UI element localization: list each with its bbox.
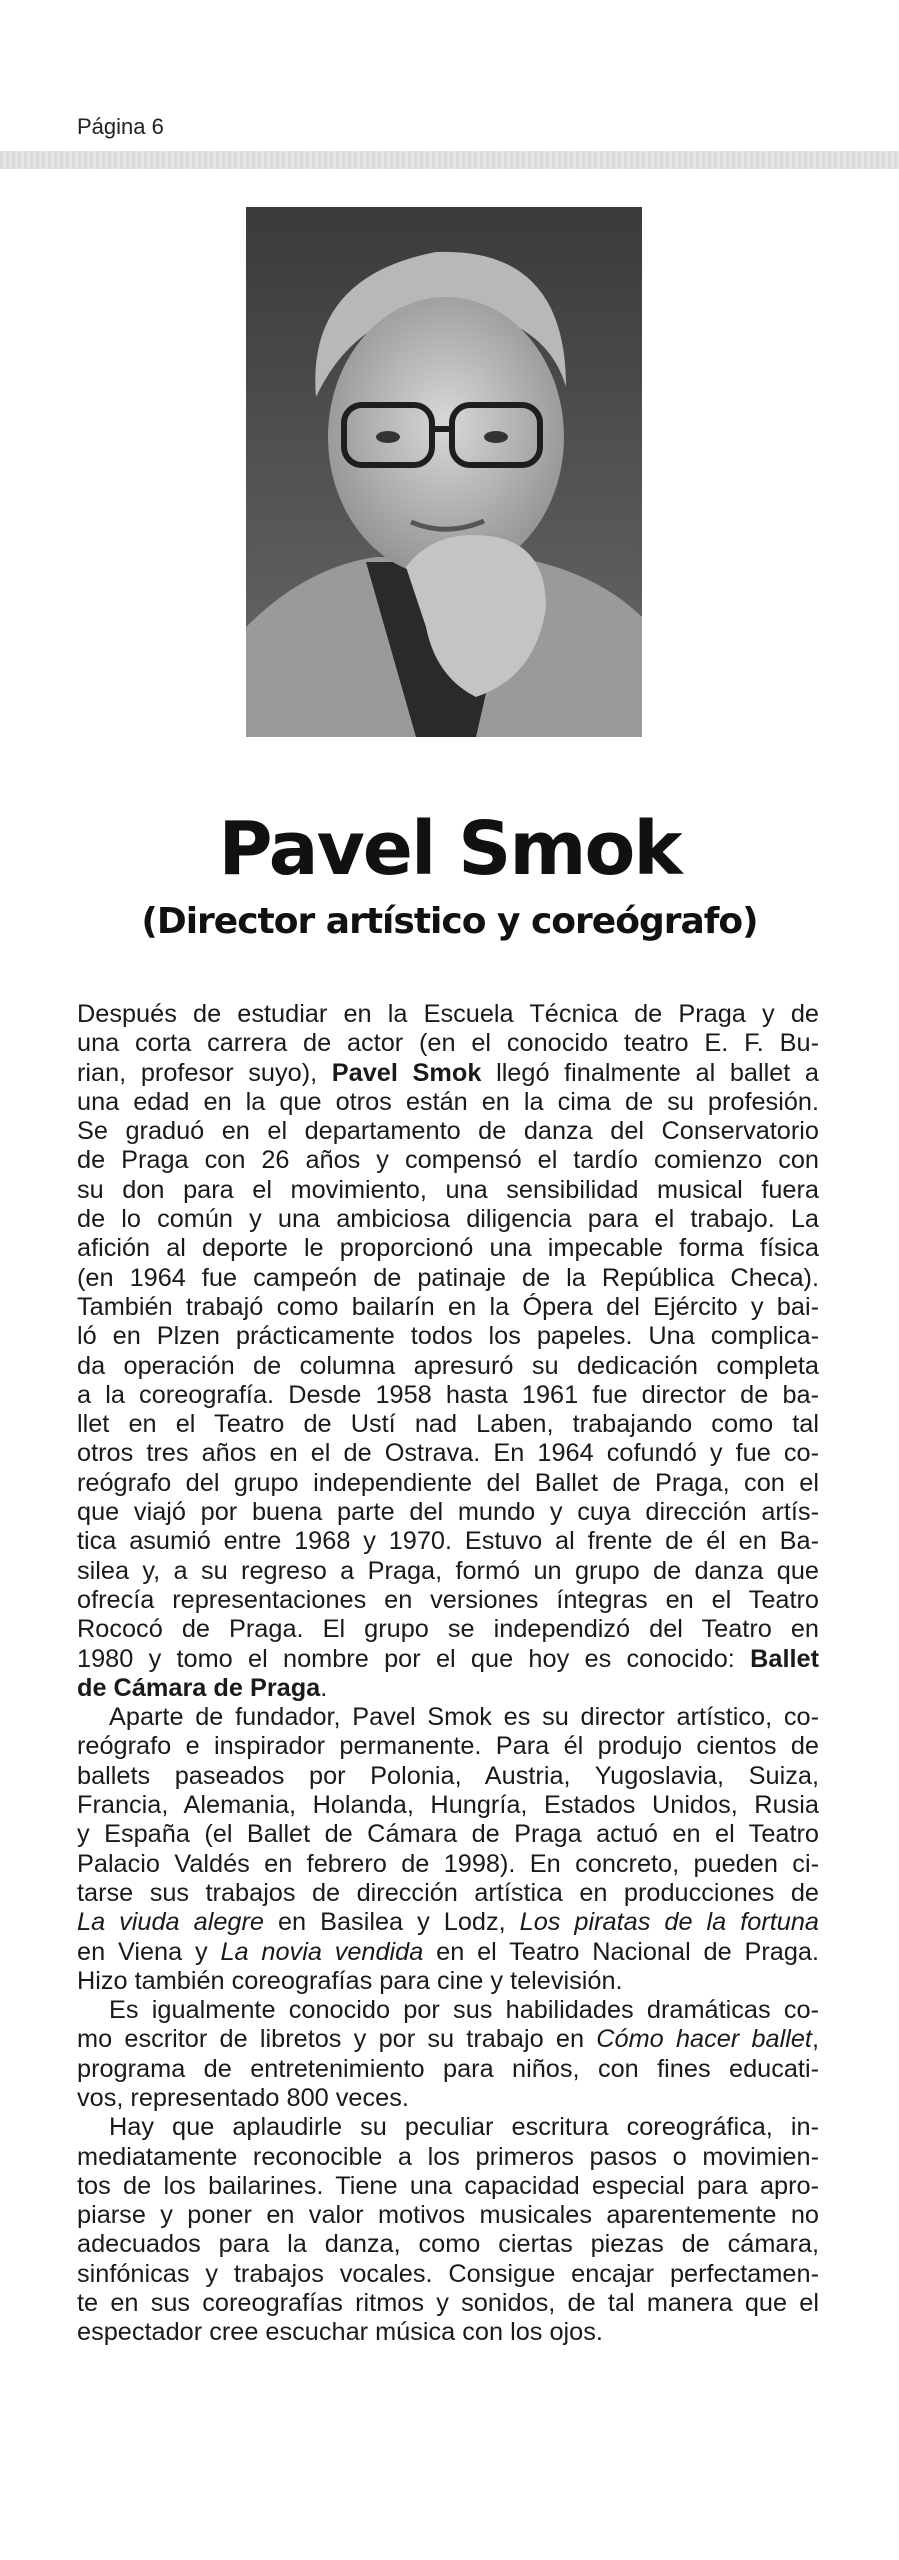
article-line: afición al deporte le proporcionó una impecable forma física [77,1234,819,1263]
article-line: Hizo también coreografías para cine y televisión. [77,1966,623,1995]
article-paragraph [77,1996,819,2113]
article-line: tarse sus trabajos de dirección artística en producciones de [77,1878,819,1907]
article-line: sinfónicas y trabajos vocales. Consigue encajar perfectamen- [77,2259,819,2288]
article-line: vos, representado 800 veces. [77,2083,409,2112]
article-line: otros tres años en el de Ostrava. En 1964 cofundó y fue co- [77,1439,819,1468]
article-line: de Cámara de Praga. [77,1673,328,1702]
article-line: una edad en la que otros están en la cima de su profesión. [77,1087,819,1116]
article-line: 1980 y tomo el nombre por el que hoy es conocido: Ballet [77,1644,819,1673]
article-line: También trabajó como bailarín en la Ópera del Ejército y bai- [77,1292,819,1321]
article-line: reógrafo del grupo independiente del Ballet de Praga, con el [77,1468,819,1497]
article-line: Rococó de Praga. El grupo se independizó del Teatro en [77,1615,819,1644]
article-line: da operación de columna apresuró su dedicación completa [77,1351,819,1380]
person-role: (Director artístico y coreógrafo) [141,901,758,942]
article-line: que viajó por buena parte del mundo y cuya dirección artís- [77,1498,819,1527]
article-line: de lo común y una ambiciosa diligencia para el trabajo. La [77,1205,819,1234]
article-line: reógrafo e inspirador permanente. Para él produjo cientos de [77,1732,819,1761]
article-line: de Praga con 26 años y compensó el tardío comienzo con [77,1146,819,1175]
article-line: su don para el movimiento, una sensibilidad musical fuera [77,1175,819,1204]
article-line: te en sus coreografías ritmos y sonidos, de tal manera que el [77,2289,819,2318]
page-number: Página 6 [77,114,164,139]
article-line: ofrecía representaciones en versiones íntegras en el Teatro [77,1585,819,1614]
portrait-photo [246,207,642,737]
article-line: y España (el Ballet de Cámara de Praga actuó en el Teatro [77,1820,819,1849]
article-body [77,1000,819,2348]
article-line: silea y, a su regreso a Praga, formó un grupo de danza que [77,1556,819,1585]
article-line: tica asumió entre 1968 y 1970. Estuvo al frente de él en Ba- [77,1527,819,1556]
article-line: ballets paseados por Polonia, Austria, Yugoslavia, Suiza, [77,1761,819,1790]
article-line: Francia, Alemania, Holanda, Hungría, Estados Unidos, Rusia [77,1791,819,1820]
article-line: La viuda alegre en Basilea y Lodz, Los piratas de la fortuna [77,1908,819,1937]
article-line: ló en Plzen prácticamente todos los papeles. Una complica- [77,1322,819,1351]
article-line: Hay que aplaudirle su peculiar escritura coreográfica, in- [109,2113,819,2142]
article-line: rian, profesor suyo), Pavel Smok llegó finalmente al ballet a [77,1058,819,1087]
article-line: Es igualmente conocido por sus habilidades dramáticas co- [109,1996,819,2025]
article-line: (en 1964 fue campeón de patinaje de la República Checa). [77,1263,819,1292]
article-line: espectador cree escuchar música con los ojos. [77,2318,603,2347]
article-line: piarse y poner en valor motivos musicales aparentemente no [77,2201,819,2230]
article-line: Se graduó en el departamento de danza del Conservatorio [77,1117,819,1146]
article-paragraph [77,2113,819,2347]
article-line: a la coreografía. Desde 1958 hasta 1961 fue director de ba- [77,1380,819,1409]
article-line: en Viena y La novia vendida en el Teatro Nacional de Praga. [77,1937,819,1966]
article-line: una corta carrera de actor (en el conocido teatro E. F. Bu- [77,1029,819,1058]
article-line: Después de estudiar en la Escuela Técnica de Praga y de [77,1000,819,1028]
person-name: Pavel Smok [218,806,681,892]
article-paragraph [77,1703,819,1996]
article-line: Palacio Valdés en febrero de 1998). En concreto, pueden ci- [77,1849,819,1878]
header-rule [0,151,899,169]
article-line: programa de entretenimiento para niños, con fines educati- [77,2054,819,2083]
article-line: mo escritor de libretos y por su trabajo en Cómo hacer ballet, [77,2025,819,2054]
article-line: llet en el Teatro de Ustí nad Laben, trabajando como tal [77,1410,819,1439]
article-line: Aparte de fundador, Pavel Smok es su director artístico, co- [109,1703,819,1732]
article-paragraph [77,1000,819,1703]
article-line: adecuados para la danza, como ciertas piezas de cámara, [77,2230,819,2259]
article-line: tos de los bailarines. Tiene una capacidad especial para apro- [77,2171,819,2200]
article-line: mediatamente reconocible a los primeros pasos o movimien- [77,2142,819,2171]
